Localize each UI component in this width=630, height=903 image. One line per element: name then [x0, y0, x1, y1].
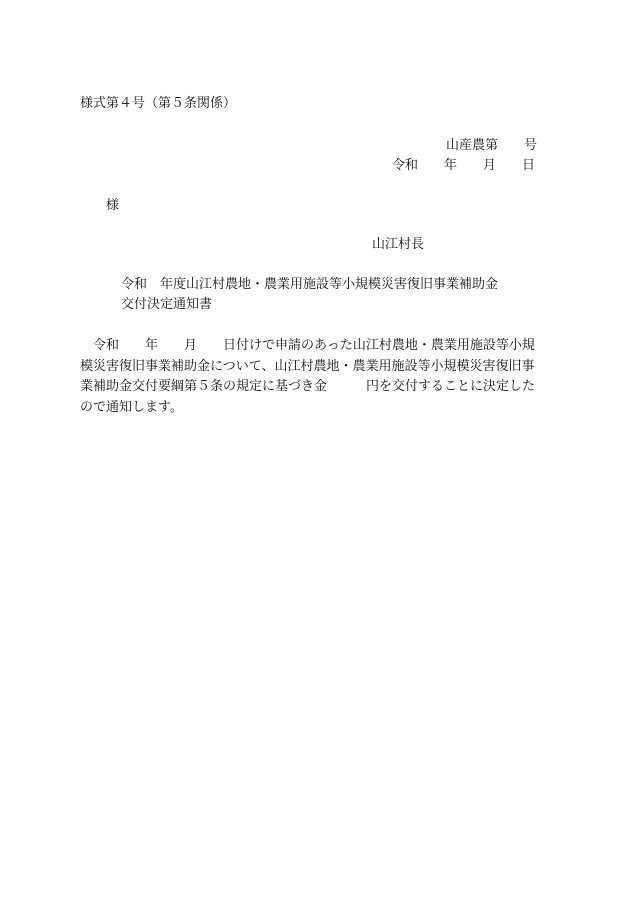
document-title-line-2: 交付決定通知書	[121, 297, 213, 312]
recipient-line: 様	[106, 198, 120, 213]
document-number: 山産農第 号	[446, 138, 538, 153]
document-date: 令和 年 月 日	[392, 158, 536, 173]
body-line-2: 模災害復旧事業補助金について、山江村農地・農業用施設等小規模災害復旧事	[80, 358, 535, 374]
body-line-1: 令和 年 月 日付けで申請のあった山江村農地・農業用施設等小規	[80, 338, 535, 353]
body-line-3: 業補助金交付要綱第５条の規定に基づき金 円を交付することに決定した	[80, 379, 536, 394]
form-number-label: 様式第４号（第５条関係）	[80, 96, 237, 111]
document-title-line-1: 令和 年度山江村農地・農業用施設等小規模災害復旧事業補助金	[121, 277, 499, 292]
body-line-4: ので通知します。	[80, 399, 183, 415]
body-paragraph	[80, 336, 552, 418]
sender-name: 山江村長	[372, 237, 425, 252]
